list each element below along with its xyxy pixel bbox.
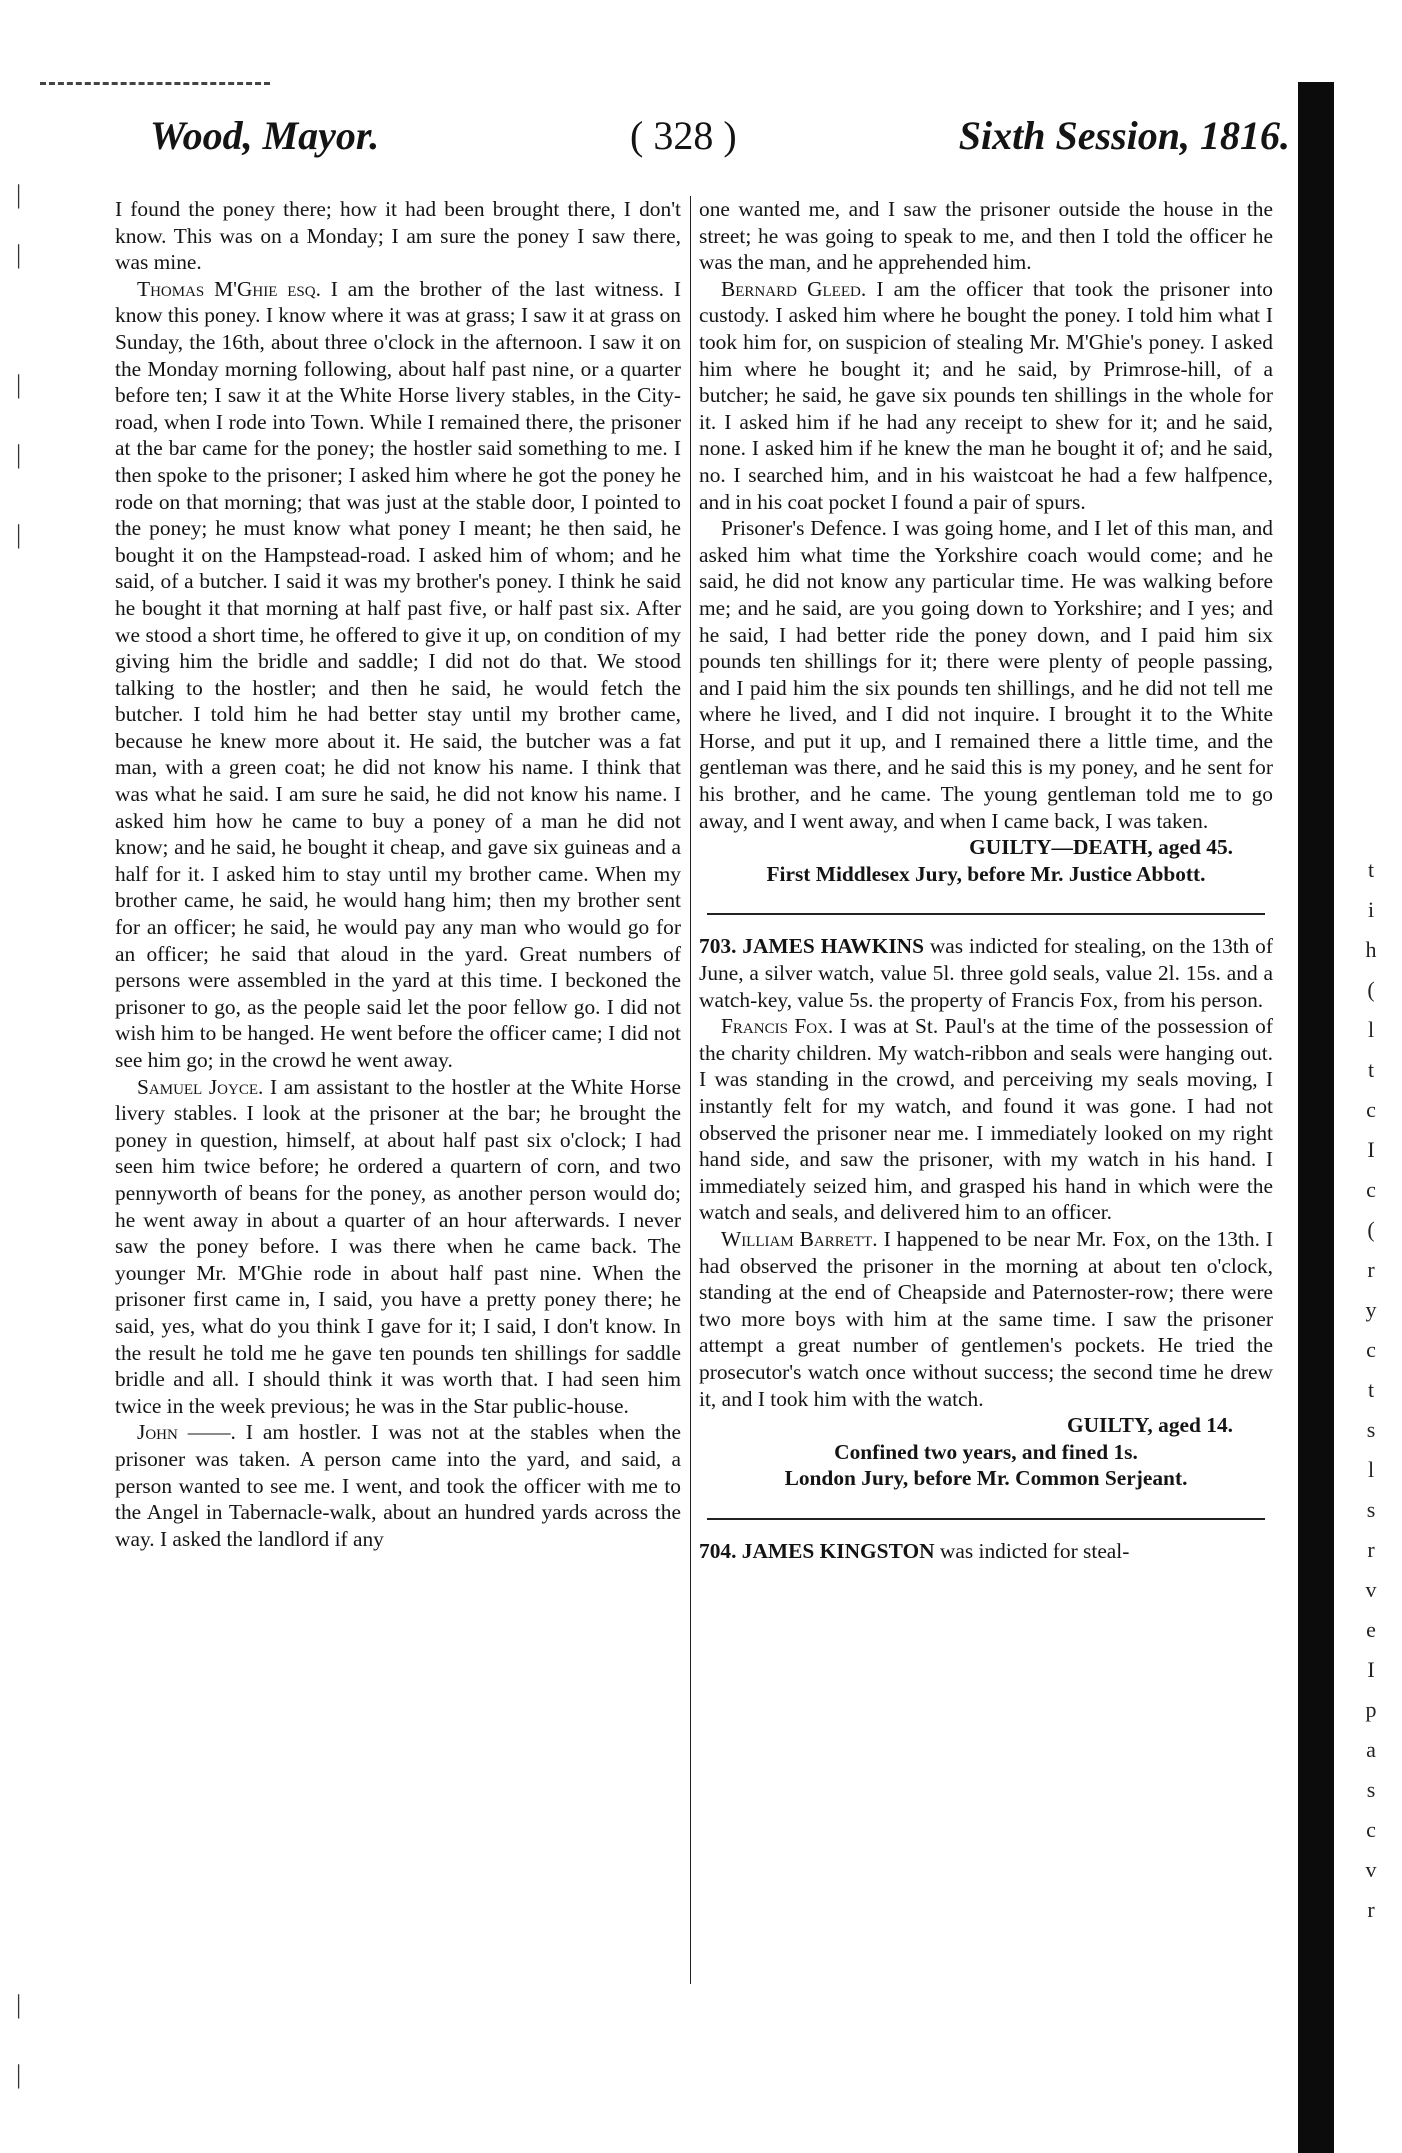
page-number: ( 328 ) (630, 113, 737, 158)
column-divider (690, 196, 691, 1984)
case-number-name: 704. JAMES KINGSTON (699, 1538, 935, 1563)
running-head-left: Wood, Mayor. (150, 113, 380, 158)
paragraph: one wanted me, and I saw the prisoner outside the house in the street; he was going to speak to me, and then I told the officer he was the man, and he apprehended him. (699, 197, 1273, 275)
edge-letter: p (1365, 1697, 1377, 1722)
scan-binding-shadow (1298, 82, 1334, 2153)
edge-letter: r (1367, 1537, 1375, 1562)
paragraph: John ——. I am hostler. I was not at the stables when the prisoner was taken. A person came into the yard, and said, a person wanted to see me. I went, and took the officer with me to the Angel in Tabernacle-walk, about an hundred yards across the way. I asked the landlord if any (115, 1420, 681, 1551)
paragraph: Francis Fox. I was at St. Paul's at the time of the possession of the charity children. My watch-ribbon and seals were hanging out. I was standing in the crowd, and perceiving my seals moving, I instantly felt for my watch, and found it was gone. I had not observed the prisoner near me. I immediately looked on my right hand side, and saw the prisoner, with my watch in his hand. I immediately seized him, and grasped his hand in which were the watch and seals, and delivered him to an officer. (699, 1014, 1273, 1225)
edge-letter: c (1366, 1097, 1376, 1122)
paragraph: William Barrett. I happened to be near Mr. Fox, on the 13th. I had observed the prisoner in the morning at about ten o'clock, standing at the end of Cheapside and Paternoster-row; there were two more boys with him at the same time. I saw the prisoner attempt a great number of gentlemen's pockets. He tried the prosecutor's watch once without success; the second time he drew it, and I took him with the watch. (699, 1226, 1274, 1411)
edge-letter: l (1367, 1017, 1375, 1042)
edge-letter: s (1366, 1497, 1376, 1522)
edge-letter: v (1365, 1857, 1377, 1882)
edge-letter: s (1366, 1777, 1376, 1802)
paragraph: I found the poney there; how it had been brought there, I don't know. This was on a Monday; I am sure the poney I saw there, was mine. (115, 197, 681, 275)
witness-name: John ——. (137, 1420, 236, 1445)
sentence-line: Confined two years, and fined 1s. (834, 1439, 1138, 1464)
defence-heading: Prisoner's Defence. (721, 516, 887, 541)
edge-letter: r (1367, 1897, 1375, 1922)
edge-letter: t (1367, 1377, 1375, 1402)
case-entry: 703. JAMES HAWKINS was indicted for stealing, on the 13th of June, a silver watch, value 5l. three gold seals, value 2l. 15s. and a watch-key, value 5s. the property of Francis Fox, from his person. (699, 934, 1273, 1012)
edge-letter: v (1365, 1577, 1377, 1602)
witness-name: Bernard Gleed. (721, 276, 867, 301)
witness-name: Samuel Joyce. (137, 1074, 264, 1099)
edge-letter: h (1365, 937, 1377, 962)
case-separator (707, 913, 1265, 915)
verdict: GUILTY—DEATH, aged 45. (969, 835, 1233, 860)
paragraph: Thomas M'Ghie esq. I am the brother of the last witness. I know this poney. I know where it was at grass; I saw it at grass on Sunday, the 16th, about three o'clock in the afternoon. I saw it on the Monday morning following, about half past nine, or a quarter before ten; I saw it at the White Horse livery stables, in the City-road, when I rode into Town. While I remained there, the prisoner at the bar came for the poney; the hostler said something to me. I then spoke to the prisoner; I asked him where he got the poney he rode on that morning; that was just at the stable door, I pointed to the poney; he must know what poney I meant; he then said, he bought it on the Hampstead-road. I asked him of whom; and he said, of a butcher. I said it was my brother's poney. I think he said he bought it that morning at half past five, or half past six. After we stood a short time, he offered to give it up, on condition of my giving him the bridle and saddle; I did not do that. We stood talking to the hostler; and then he said, he would fetch the butcher. I told him he had better stay until my brother came, because he knew more about it. He said, the butcher was a fat man, with a green coat; he did not know his name. I think that was what he said. I am sure he said, he did not know his name. I asked him how he came to buy a poney of a man he did not know; and he said, he bought it cheap, and gave six guineas and a half for it. I asked him to stay until my brother came. When my brother came, he said, he would hang him; then my brother sent for an officer; he said, he would pay any man who would go for an officer; he said that aloud in the yard. Great numbers of persons were assembled in the yard at this time. I beckoned the prisoner to go, as the people said let the poor fellow go. I did not wish him to be hanged. He went before the officer came; I did not see him go; in the crowd he went away. (115, 276, 681, 1072)
court-line: London Jury, before Mr. Common Serjeant. (784, 1466, 1188, 1491)
edge-letter: I (1367, 1657, 1375, 1682)
witness-name: Thomas M'Ghie esq. (137, 276, 321, 301)
case-separator (707, 1518, 1265, 1520)
witness-name: William Barrett. (721, 1226, 878, 1251)
paragraph: Prisoner's Defence. I was going home, and I let of this man, and asked him what time the Yorkshire coach would come; and he said, he did not know any particular time. He was walking before me; and he said, are you going down to Yorkshire; and I yes; and he said, I had better ride the poney down, and I paid him six pounds ten shillings for it; there were plenty of people passing, and I paid him the six pounds ten shillings, and he did not tell me where he lived, and I did not inquire. I brought it to the White Horse, and put it up, and I remained there a little time, and the gentleman was there, and he said this is my poney, and he sent for his brother, and he came. The young gentleman told me to go away, and I went away, and when I came back, I was taken. (699, 516, 1273, 833)
paragraph: Samuel Joyce. I am assistant to the hostler at the White Horse livery stables. I look at the prisoner at the bar; he brought the poney in question, himself, at about half past six o'clock; I had seen him twice before; he ordered a quartern of corn, and two pennyworth of beans for the poney, as another person would do; he went away in about a quarter of an hour afterwards. I never saw the poney before. I was there when he came back. The younger Mr. M'Ghie rode in about half past nine. When the prisoner first came in, I said, you have a pretty poney there; he said, yes, what do you think I gave for it; I said, I don't know. In the result he told me he gave ten pounds ten shillings for saddle bridle and all. I should think it was worth that. I had seen him twice in the week previous; he was in the Star public-house. (115, 1074, 681, 1418)
edge-letter: e (1366, 1617, 1376, 1642)
edge-letter: t (1367, 857, 1375, 882)
scan-top-dashes (40, 82, 270, 91)
edge-letter: c (1366, 1817, 1376, 1842)
edge-letter: ( (1367, 977, 1375, 1002)
page-header (150, 112, 1290, 172)
edge-letter: t (1367, 1057, 1375, 1082)
edge-letter: s (1366, 1417, 1376, 1442)
verdict: GUILTY, aged 14. (1066, 1413, 1233, 1438)
edge-letter: c (1366, 1337, 1376, 1362)
edge-letter: a (1366, 1737, 1376, 1762)
court-line: First Middlesex Jury, before Mr. Justice Abbott. (766, 861, 1206, 886)
running-head-right: Sixth Session, 1816. (958, 113, 1290, 158)
edge-letter: i (1367, 897, 1375, 922)
edge-letter: I (1367, 1137, 1375, 1162)
case-entry: 704. JAMES KINGSTON was indicted for steal- (699, 1538, 1130, 1563)
case-number-name: 703. JAMES HAWKINS (699, 934, 924, 959)
edge-letter: r (1367, 1257, 1375, 1282)
edge-letter: y (1365, 1297, 1377, 1322)
scan-left-margin-marks: | | | | | | | (16, 180, 22, 2089)
edge-letter: ( (1367, 1217, 1375, 1242)
edge-letter: c (1366, 1177, 1376, 1202)
right-column (699, 196, 1273, 1565)
paragraph: Bernard Gleed. I am the officer that took the prisoner into custody. I asked him where he bought the poney. I told him what I took him for, on suspicion of stealing Mr. M'Ghie's poney. I asked him where he bought it; and he said, by Primrose-hill, of a butcher; he said, he gave six pounds ten shillings in the whole for it. I asked him if he had any receipt to shew for it; and he said, none. I asked him if he knew the man he bought it of; and he said, no. I searched him, and in his waistcoat he had a few halfpence, and in his coat pocket I found a pair of spurs. (699, 276, 1273, 514)
witness-name: Francis Fox. (721, 1014, 834, 1039)
left-column (115, 196, 681, 1552)
edge-letter: l (1367, 1457, 1375, 1482)
facing-page-edge-letters (1356, 850, 1386, 1930)
